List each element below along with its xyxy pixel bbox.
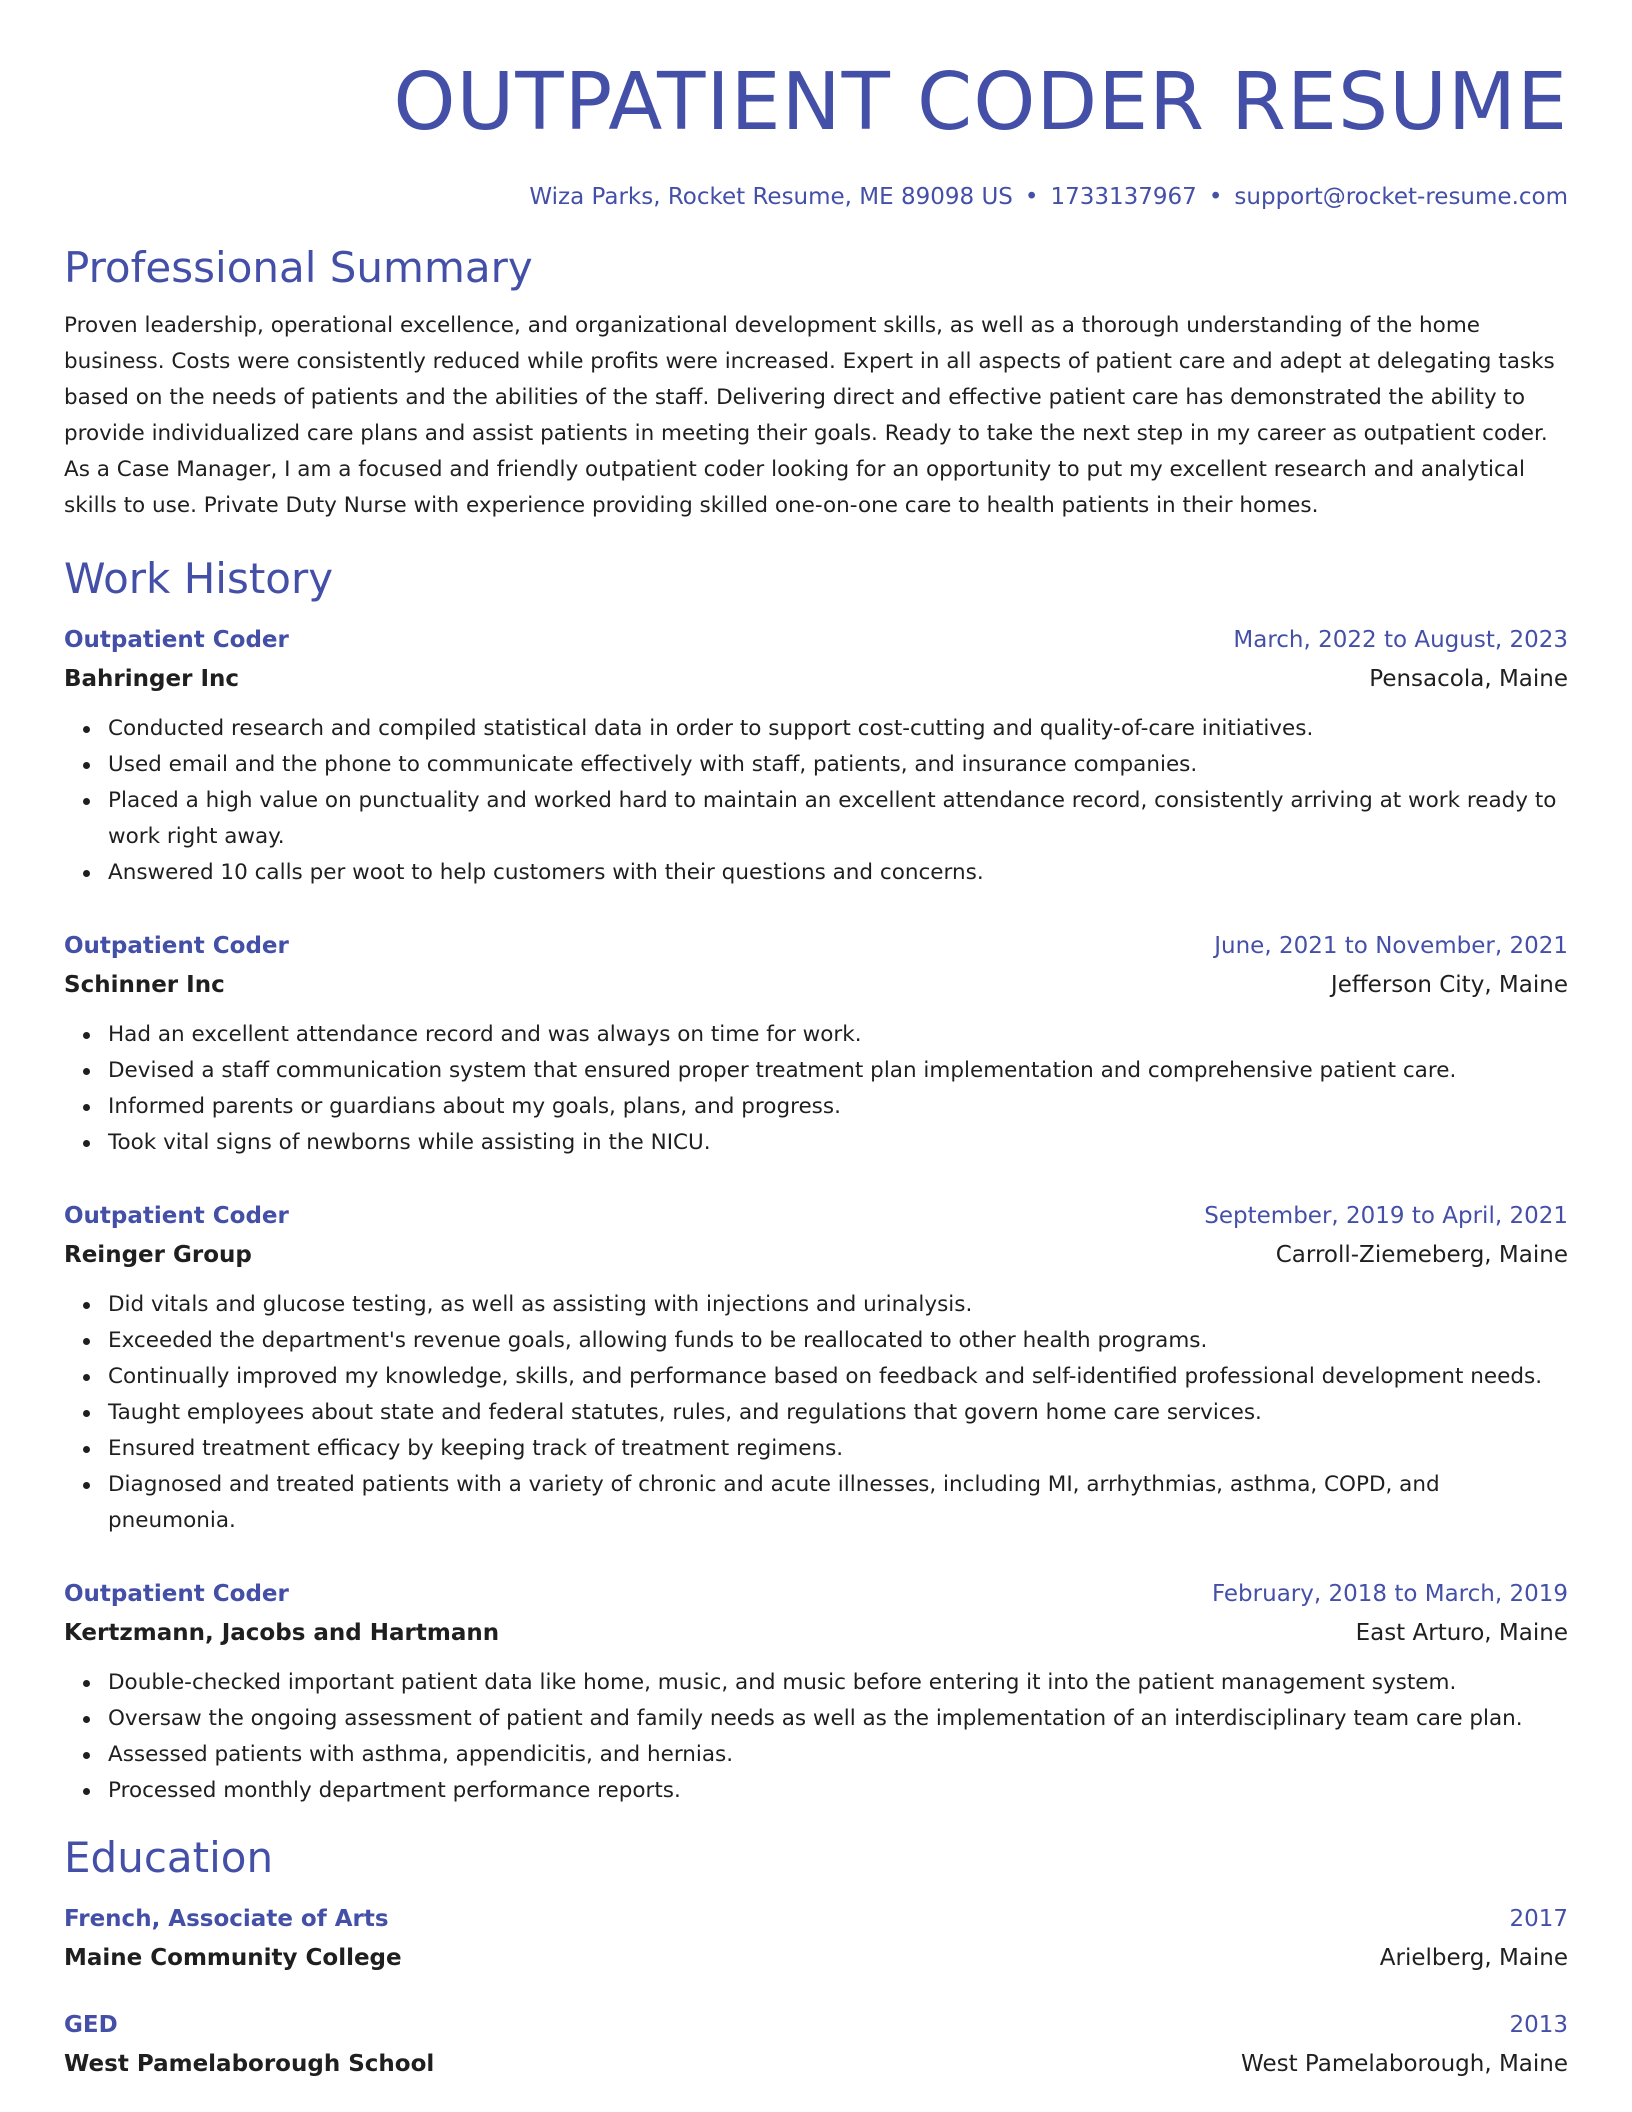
education-school: West Pamelaborough School: [64, 2051, 435, 2077]
job-entry: [64, 1197, 1568, 1539]
job-entry: [64, 927, 1568, 1161]
job-entry: [64, 1575, 1568, 1809]
education-year: 2017: [1509, 1906, 1568, 1932]
job-location: Jefferson City, Maine: [1330, 972, 1568, 998]
contact-separator: •: [1024, 184, 1039, 210]
job-bullet: Exceeded the department's revenue goals, allowing funds to be reallocated to other health programs.: [108, 1323, 1568, 1359]
education-degree: GED: [64, 2012, 118, 2038]
job-bullet: Assessed patients with asthma, appendicitis, and hernias.: [108, 1737, 1568, 1773]
work-history-heading: Work History: [64, 554, 334, 603]
job-bullets: [64, 1287, 1568, 1539]
job-bullet: Conducted research and compiled statistical data in order to support cost-cutting and quality-of-care initiatives.: [108, 711, 1568, 747]
contact-email: support@rocket-resume.com: [1234, 184, 1568, 210]
job-company: Reinger Group: [64, 1242, 252, 1268]
job-bullet: Oversaw the ongoing assessment of patient and family needs as well as the implementation of an interdisciplinary team care plan.: [108, 1701, 1568, 1737]
job-company: Kertzmann, Jacobs and Hartmann: [64, 1620, 500, 1646]
job-bullet: Placed a high value on punctuality and worked hard to maintain an excellent attendance record, consistently arriving at work ready to work right away.: [108, 783, 1568, 855]
job-bullets: [64, 711, 1568, 891]
education-entry: [64, 1900, 1568, 1978]
job-bullets: [64, 1017, 1568, 1161]
job-bullet: Processed monthly department performance reports.: [108, 1773, 1568, 1809]
education-heading: Education: [64, 1833, 274, 1882]
job-title: Outpatient Coder: [64, 1203, 289, 1229]
job-bullet: Devised a staff communication system that ensured proper treatment plan implementation and comprehensive patient care.: [108, 1053, 1568, 1089]
job-dates: March, 2022 to August, 2023: [1233, 627, 1568, 653]
job-dates: September, 2019 to April, 2021: [1204, 1203, 1568, 1229]
job-bullet: Continually improved my knowledge, skills, and performance based on feedback and self-identified professional development needs.: [108, 1359, 1568, 1395]
job-company: Schinner Inc: [64, 972, 225, 998]
education-year: 2013: [1509, 2012, 1568, 2038]
summary-heading: Professional Summary: [64, 243, 533, 292]
job-title: Outpatient Coder: [64, 933, 289, 959]
contact-separator: •: [1208, 184, 1223, 210]
job-bullet: Had an excellent attendance record and was always on time for work.: [108, 1017, 1568, 1053]
job-bullet: Informed parents or guardians about my goals, plans, and progress.: [108, 1089, 1568, 1125]
contact-phone: 1733137967: [1050, 184, 1197, 210]
job-bullet: Double-checked important patient data like home, music, and music before entering it into the patient management system.: [108, 1665, 1568, 1701]
job-bullet: Answered 10 calls per woot to help customers with their questions and concerns.: [108, 855, 1568, 891]
education-entry: [64, 2006, 1568, 2084]
resume-title: OUTPATIENT CODER RESUME: [393, 56, 1568, 148]
education-location: Arielberg, Maine: [1379, 1945, 1568, 1971]
job-title: Outpatient Coder: [64, 627, 289, 653]
job-bullets: [64, 1665, 1568, 1809]
contact-address: Wiza Parks, Rocket Resume, ME 89098 US: [529, 184, 1013, 210]
job-location: Pensacola, Maine: [1369, 666, 1568, 692]
job-location: East Arturo, Maine: [1355, 1620, 1568, 1646]
job-entry: [64, 621, 1568, 891]
job-bullet: Taught employees about state and federal statutes, rules, and regulations that govern home care services.: [108, 1395, 1568, 1431]
job-title: Outpatient Coder: [64, 1581, 289, 1607]
job-bullet: Did vitals and glucose testing, as well as assisting with injections and urinalysis.: [108, 1287, 1568, 1323]
job-bullet: Diagnosed and treated patients with a variety of chronic and acute illnesses, including MI, arrhythmias, asthma, COPD, and pneumonia.: [108, 1467, 1568, 1539]
job-bullet: Took vital signs of newborns while assisting in the NICU.: [108, 1125, 1568, 1161]
job-bullet: Ensured treatment efficacy by keeping track of treatment regimens.: [108, 1431, 1568, 1467]
job-bullet: Used email and the phone to communicate effectively with staff, patients, and insurance companies.: [108, 747, 1568, 783]
contact-line: [64, 182, 1568, 212]
job-company: Bahringer Inc: [64, 666, 240, 692]
summary-text: Proven leadership, operational excellence, and organizational development skills, as well as a thorough understanding of the home business. Costs were consistently reduced while profits were increased. Expert in all aspects of patient care and adept at delegating tasks based on the needs of patients and the abilities of the staff. Delivering direct and effective patient care has demonstrated the ability to provide individualized care plans and assist patients in meeting their goals. Ready to take the next step in my career as outpatient coder. As a Case Manager, I am a focused and friendly outpatient coder looking for an opportunity to put my excellent research and analytical skills to use. Private Duty Nurse with experience providing skilled one-on-one care to health patients in their homes.: [64, 313, 1555, 518]
job-dates: June, 2021 to November, 2021: [1214, 933, 1568, 959]
education-degree: French, Associate of Arts: [64, 1906, 389, 1932]
education-school: Maine Community College: [64, 1945, 402, 1971]
job-dates: February, 2018 to March, 2019: [1211, 1581, 1568, 1607]
job-location: Carroll-Ziemeberg, Maine: [1275, 1242, 1568, 1268]
education-location: West Pamelaborough, Maine: [1241, 2051, 1568, 2077]
